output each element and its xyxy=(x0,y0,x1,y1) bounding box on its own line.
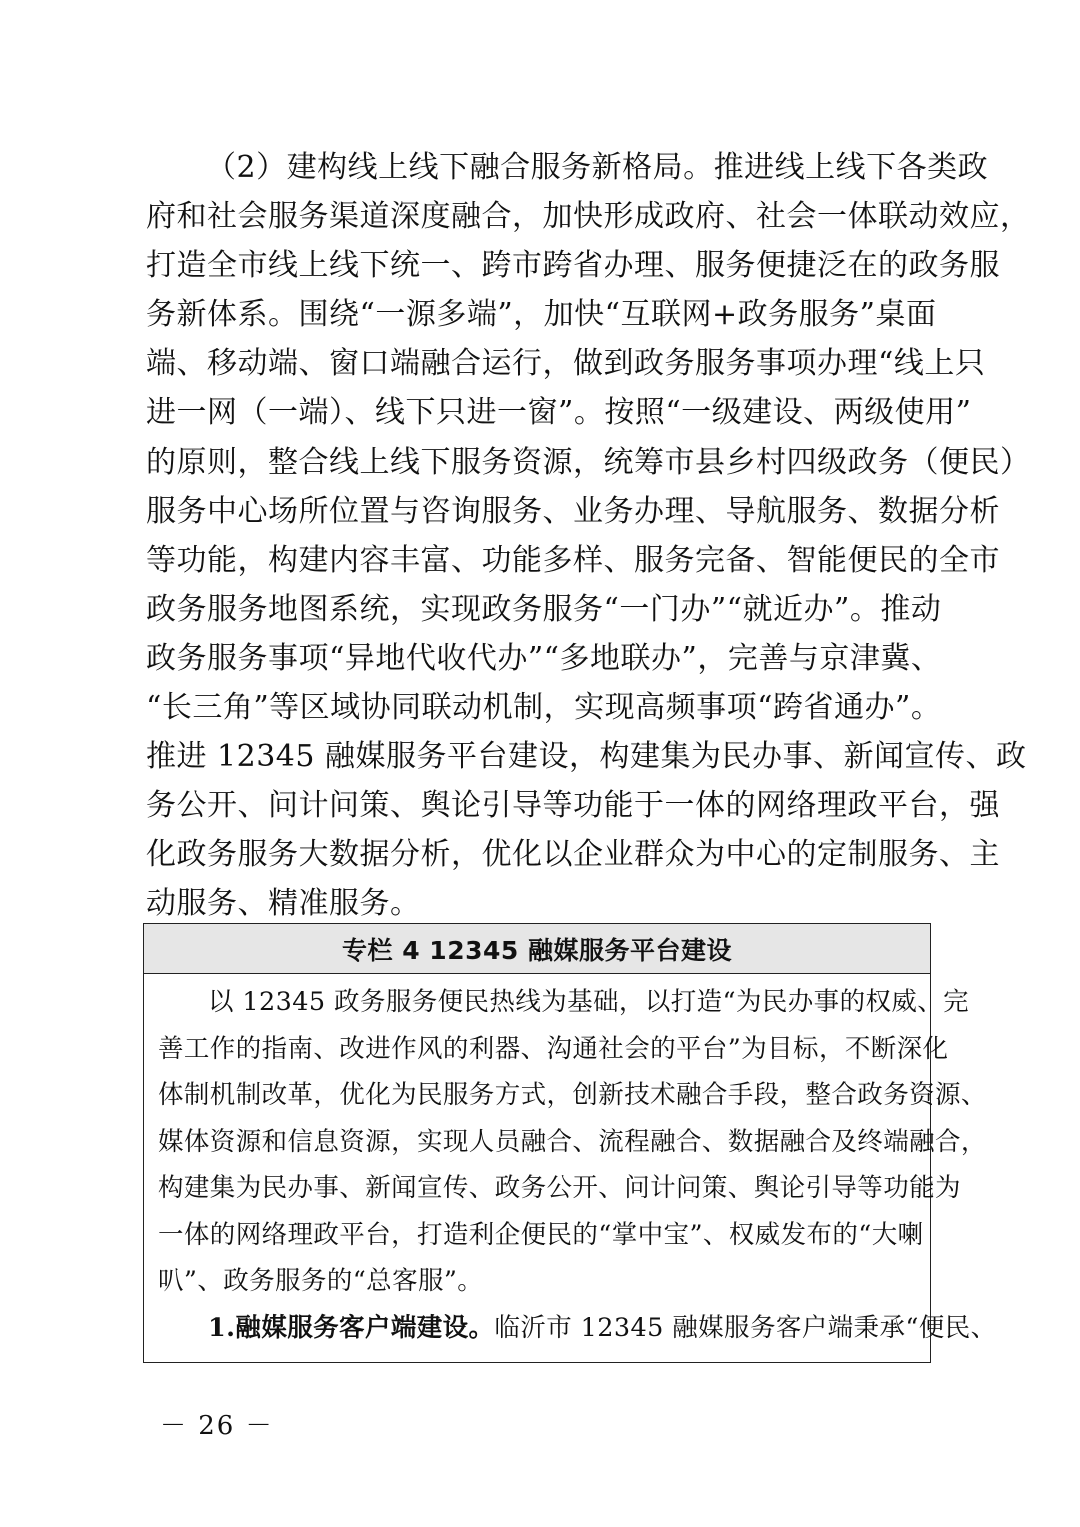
paragraph-line: 的原则，整合线上线下服务资源，统筹市县乡村四级政务（便民） xyxy=(146,444,1031,480)
paragraph-line: 府和社会服务渠道深度融合，加快形成政府、社会一体联动效应， xyxy=(146,199,1031,235)
paragraph-line: 化政务服务大数据分析，优化以企业群众为中心的定制服务、主 xyxy=(146,837,1000,873)
paragraph-line: 务新体系。围绕“一源多端”，加快“互联网+政务服务”桌面 xyxy=(146,297,937,333)
item-heading: 1.融媒服务客户端建设。 xyxy=(208,1312,495,1343)
box-line: 媒体资源和信息资源，实现人员融合、流程融合、数据融合及终端融合， xyxy=(158,1126,987,1157)
page-number: － 26 － xyxy=(160,1411,274,1441)
box-line: 以 12345 政务服务便民热线为基础，以打造“为民办事的权威、完 xyxy=(208,987,970,1017)
paragraph-line: 动服务、精准服务。 xyxy=(146,886,421,922)
paragraph-line: （2）建构线上线下融合服务新格局。推进线上线下各类政 xyxy=(206,150,989,185)
paragraph-line: 服务中心场所位置与咨询服务、业务办理、导航服务、数据分析 xyxy=(146,493,1000,529)
box-line: 善工作的指南、改进作风的利器、沟通社会的平台”为目标，不断深化 xyxy=(158,1033,949,1064)
box-line: 一体的网络理政平台，打造利企便民的“掌中宝”、权威发布的“大喇 xyxy=(158,1219,924,1250)
paragraph-line: 进一网（一端）、线下只进一窗”。按照“一级建设、两级使用” xyxy=(146,395,972,431)
paragraph-line: 政务服务地图系统，实现政务服务“一门办”“就近办”。推动 xyxy=(146,591,942,627)
paragraph-line: 等功能，构建内容丰富、功能多样、服务完备、智能便民的全市 xyxy=(146,542,1000,578)
box-line-item-1 xyxy=(158,1305,997,1352)
column-box-body xyxy=(144,974,997,1351)
paragraph-line: 端、移动端、窗口端融合运行，做到政务服务事项办理“线上只 xyxy=(146,346,986,382)
box-line: 构建集为民办事、新闻宣传、政务公开、问计问策、舆论引导等功能为 xyxy=(158,1173,961,1203)
paragraph-line: 推进 12345 融媒服务平台建设，构建集为民办事、新闻宣传、政 xyxy=(146,739,1027,775)
box-line: 体制机制改革，优化为民服务方式，创新技术融合手段，整合政务资源、 xyxy=(158,1080,987,1110)
main-paragraph xyxy=(146,143,1031,929)
paragraph-line: 政务服务事项“异地代收代办”“多地联办”，完善与京津冀、 xyxy=(146,640,942,676)
column-box-title: 专栏 4 12345 融媒服务平台建设 xyxy=(144,924,930,974)
paragraph-line: “长三角”等区域协同联动机制，实现高频事项“跨省通办”。 xyxy=(146,690,942,726)
item-text: 临沂市 12345 融媒服务客户端秉承“便民、 xyxy=(494,1312,997,1343)
paragraph-line: 务公开、问计问策、舆论引导等功能于一体的网络理政平台，强 xyxy=(146,788,1000,824)
column-box xyxy=(143,923,997,1363)
paragraph-line: 打造全市线上线下统一、跨市跨省办理、服务便捷泛在的政务服 xyxy=(146,248,1000,284)
box-line: 叭”、政务服务的“总客服”。 xyxy=(158,1266,484,1296)
